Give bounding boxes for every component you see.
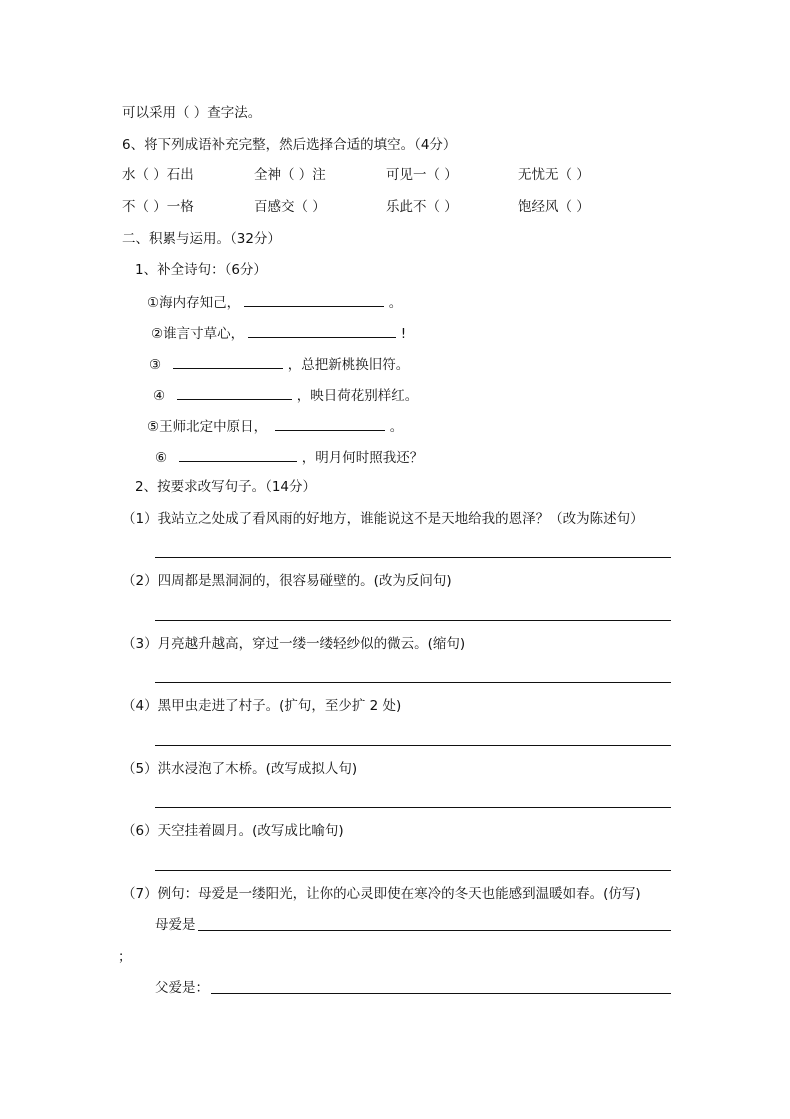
sentence-2: （2）四周都是黑洞洞的，很容易碰壁的。(改为反问句) [122, 573, 452, 589]
idiom-blank-3[interactable]: 可见一（ ） [386, 167, 458, 183]
idiom-blank-5[interactable]: 不（ ）一格 [122, 199, 194, 215]
poem-3-prefix: ③ [149, 357, 162, 373]
idiom-blank-8[interactable]: 饱经风（ ） [518, 199, 590, 215]
section2-title: 二、积累与运用。（32分） [122, 231, 281, 247]
poem-6-blank[interactable] [179, 447, 297, 462]
poem-4-blank[interactable] [177, 385, 292, 400]
poem-4-prefix: ④ [153, 388, 166, 404]
idiom-blank-2[interactable]: 全神（ ）注 [254, 167, 326, 183]
answer-line-4[interactable] [155, 745, 671, 746]
poem-3-blank[interactable] [173, 354, 283, 369]
top-line: 可以采用（ ）查字法。 [122, 105, 262, 121]
q2-title: 2、按要求改写句子。（14分） [135, 479, 317, 495]
poem-line-4 [153, 385, 418, 405]
poem-line-3 [149, 354, 409, 374]
poem-3-suffix: ，总把新桃换旧符。 [287, 357, 410, 373]
q6-title: 6、将下列成语补充完整，然后选择合适的填空。（4分） [122, 137, 457, 153]
father-love-label: 父爱是： [155, 980, 209, 996]
sentence-1: （1）我站立之处成了看风雨的好地方，谁能说这不是天地给我的恩泽？（改为陈述句） [122, 511, 644, 527]
poem-line-2 [151, 323, 406, 343]
poem-line-6 [155, 447, 423, 467]
poem-5-blank[interactable] [275, 416, 385, 431]
poem-1-suffix: 。 [388, 295, 403, 311]
poem-5-suffix: 。 [389, 419, 404, 435]
poem-1-prefix: ①海内存知己， [147, 295, 241, 311]
poem-5-prefix: ⑤王师北定中原日， [147, 419, 268, 435]
answer-line-5[interactable] [155, 807, 671, 808]
poem-2-blank[interactable] [248, 323, 396, 338]
poem-line-5 [147, 416, 403, 436]
semicolon-mark: ； [118, 949, 132, 965]
q1-title: 1、补全诗句：（6分） [135, 262, 267, 278]
idiom-blank-6[interactable]: 百感交（ ） [254, 199, 326, 215]
sentence-6: （6）天空挂着圆月。(改写成比喻句) [122, 823, 344, 839]
idiom-blank-1[interactable]: 水（ ）石出 [122, 167, 194, 183]
answer-line-1[interactable] [155, 557, 671, 558]
father-love-line[interactable] [211, 993, 671, 994]
answer-line-3[interactable] [155, 682, 671, 683]
poem-2-suffix: ! [400, 326, 407, 342]
idiom-blank-4[interactable]: 无忧无（ ） [518, 167, 590, 183]
sentence-5: （5）洪水浸泡了木桥。(改写成拟人句) [122, 761, 358, 777]
poem-line-1 [147, 292, 402, 312]
poem-6-prefix: ⑥ [155, 450, 168, 466]
sentence-4: （4）黑甲虫走进了村子。(扩句，至少扩 2 处) [122, 698, 402, 714]
poem-2-prefix: ②谁言寸草心， [151, 326, 245, 342]
poem-1-blank[interactable] [244, 292, 384, 307]
poem-4-suffix: ，映日荷花别样红。 [296, 388, 419, 404]
mother-love-label: 母爱是 [155, 917, 196, 933]
mother-love-line[interactable] [198, 930, 671, 931]
poem-6-suffix: ，明月何时照我还？ [301, 450, 424, 466]
sentence-7: （7）例句：母爱是一缕阳光，让你的心灵即使在寒冷的冬天也能感到温暖如春。(仿写) [122, 886, 641, 902]
answer-line-2[interactable] [155, 620, 671, 621]
sentence-3: （3）月亮越升越高，穿过一缕一缕轻纱似的微云。(缩句) [122, 636, 466, 652]
answer-line-6[interactable] [155, 870, 671, 871]
idiom-blank-7[interactable]: 乐此不（ ） [386, 199, 458, 215]
